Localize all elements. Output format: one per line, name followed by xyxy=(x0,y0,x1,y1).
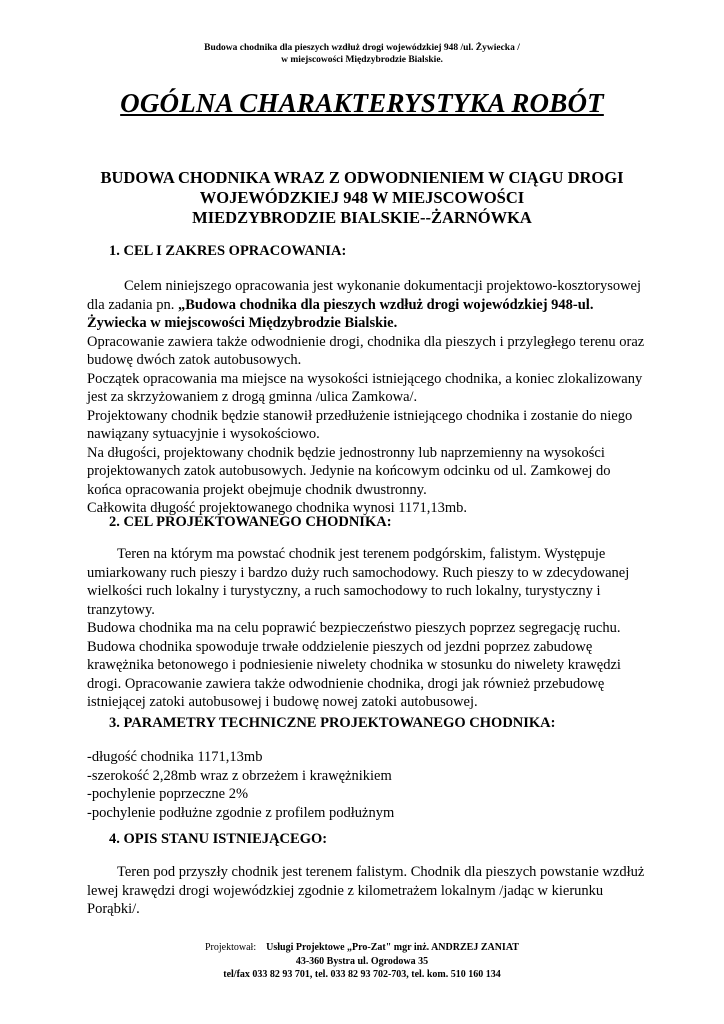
header-line-1: Budowa chodnika dla pieszych wzdłuż drogi wojewódzkiej 948 /ul. Żywiecka / xyxy=(204,43,520,53)
footer-designer xyxy=(0,941,724,955)
section-4-body xyxy=(87,863,647,919)
section-4-heading: 4. OPIS STANU ISTNIEJĄCEGO: xyxy=(109,831,328,847)
section-4-paragraph: Teren pod przyszły chodnik jest terenem falistym. Chodnik dla pieszych powstanie wzdłuż lewej krawędzi drogi wojewódzkiej zgodnie z kilometrażem lokalnym /jadąc w kierunku Porąbki/. xyxy=(87,864,645,917)
subtitle-line-2: WOJEWÓDZKIEJ 948 W MIEJSCOWOŚCI xyxy=(199,188,525,207)
header-line-2: w miejscowości Międzybrodzie Bialskie. xyxy=(281,55,443,65)
footer-company: Usługi Projektowe „Pro-Zat" mgr inż. ANDRZEJ ZANIAT xyxy=(266,942,519,953)
subtitle-line-1: BUDOWA CHODNIKA WRAZ Z ODWODNIENIEM W CIĄGU DROGI xyxy=(100,168,624,187)
footer-contact: tel/fax 033 82 93 701, tel. 033 82 93 702-703, tel. kom. 510 160 134 xyxy=(223,969,501,980)
section-1-paragraph: Początek opracowania ma miejsce na wysokości istniejącego chodnika, a koniec zlokalizowany jest za skrzyżowaniem z drogą gminna /ulica Zamkowa/. xyxy=(87,370,643,405)
section-1-intro-task-name: „Budowa chodnika dla pieszych wzdłuż drogi wojewódzkiej 948-ul. Żywiecka w miejscowości Międzybrodzie Bialskie. xyxy=(87,296,594,331)
section-3-heading: 3. PARAMETRY TECHNICZNE PROJEKTOWANEGO CHODNIKA: xyxy=(109,715,556,731)
section-1-paragraph: Na długości, projektowany chodnik będzie jednostronny lub naprzemienny na wysokości projektowanych zatok autobusowych. Jedynie na końcowym odcinku od ul. Zamkowej do końca opracowania projekt obejmuje chodnik dwustronny. xyxy=(87,444,611,498)
section-2-paragraph: Budowa chodnika ma na celu poprawić bezpieczeństwo pieszych poprzez segregację ruchu. Budowa chodnika spowoduje trwałe oddzielenie pieszych od jezdni poprzez zabudowę krawężnika betonowego i podniesienie niwelety chodnika w stosunku do niwelety krawędzi drogi. Opracowanie zawiera także odwodnienie chodnika, drogi jak również przebudowę istniejącej zatoki autobusowej i budowę nowej zatoki autobusowej. xyxy=(87,620,621,710)
subtitle-line-3: MIEDZYBRODZIE BIALSKIE--ŻARNÓWKA xyxy=(192,208,532,227)
list-item: -długość chodnika 1171,13mb xyxy=(87,749,263,765)
section-3-list xyxy=(87,748,647,822)
section-2-body xyxy=(87,545,647,712)
section-2-paragraph: Teren na którym ma powstać chodnik jest terenem podgórskim, falistym. Występuje umiarkowany ruch pieszy i bardzo duży ruch samochodowy. Ruch pieszy to w zdecydowanej wielkości ruch lokalny i turystyczny, a ruch samochodowy to ruch lokalny, turystyczny i tranzytowy. xyxy=(87,546,630,618)
section-1-paragraph: Całkowita długość projektowanego chodnika wynosi 1171,13mb. xyxy=(87,500,468,516)
page-footer xyxy=(0,941,724,982)
section-1-paragraph: Opracowanie zawiera także odwodnienie drogi, chodnika dla pieszych i przyległego terenu oraz budowę dwóch zatok autobusowych. xyxy=(87,333,645,368)
footer-address: 43-360 Bystra ul. Ogrodowa 35 xyxy=(295,955,429,967)
section-1-intro xyxy=(87,277,647,333)
footer-label: Projektował: xyxy=(205,942,257,953)
list-item: -pochylenie poprzeczne 2% xyxy=(87,786,249,802)
main-title: OGÓLNA CHARAKTERYSTYKA ROBÓT xyxy=(120,88,604,118)
list-item: -szerokość 2,28mb wraz z obrzeżem i krawężnikiem xyxy=(87,767,392,784)
section-2-heading: 2. CEL PROJEKTOWANEGO CHODNIKA: xyxy=(109,514,392,530)
section-1-body xyxy=(87,277,647,518)
document-subtitle xyxy=(40,168,684,228)
section-1-heading: 1. CEL I ZAKRES OPRACOWANIA: xyxy=(109,243,347,259)
list-item: -pochylenie podłużne zgodnie z profilem podłużnym xyxy=(87,804,395,821)
section-1-intro-text: Celem niniejszego opracowania jest wykonanie dokumentacji projektowo-kosztorysowej dla zadania pn. xyxy=(87,278,642,313)
page-header xyxy=(0,42,724,66)
section-1-paragraph: Projektowany chodnik będzie stanowił przedłużenie istniejącego chodnika i zostanie do niego nawiązany sytuacyjnie i wysokościowo. xyxy=(87,407,633,442)
